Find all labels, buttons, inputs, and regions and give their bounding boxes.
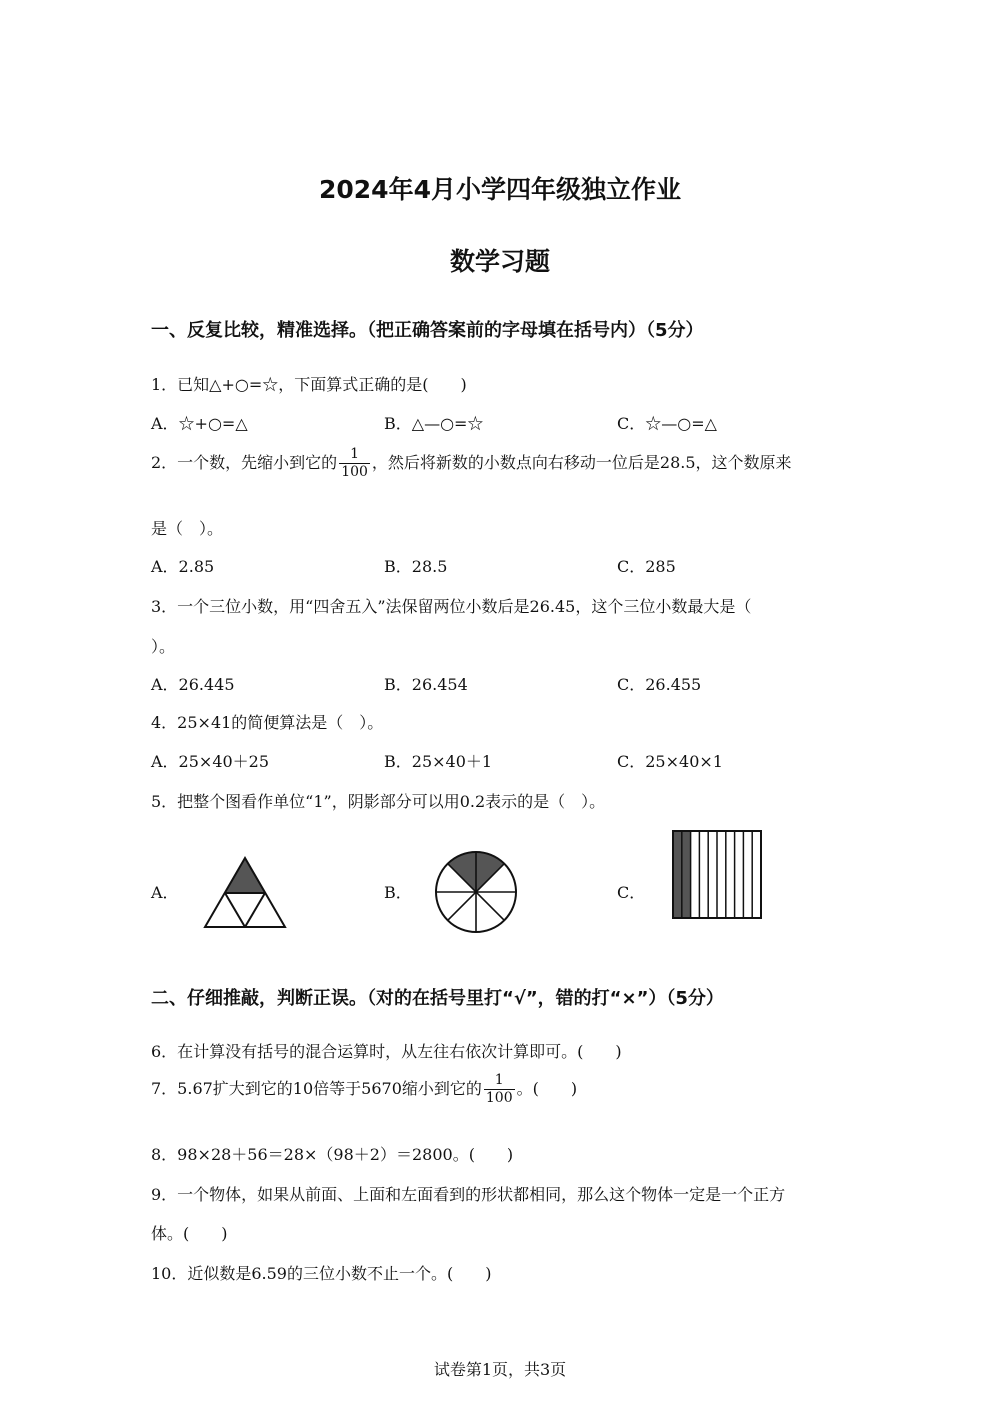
figure-c-rectangle xyxy=(670,828,764,922)
question-2-text-before: 2．一个数，先缩小到它的 xyxy=(151,453,338,472)
question-3-text: 3．一个三位小数，用“四舍五入”法保留两位小数后是26.45，这个三位小数最大是（ xyxy=(151,597,752,616)
question-6-text: 6．在计算没有括号的混合运算时，从左往右依次计算即可。( ) xyxy=(151,1042,622,1061)
question-3-option-b: B．26.454 xyxy=(384,675,468,694)
question-3-option-c: C．26.455 xyxy=(617,675,702,694)
question-4-text: 4．25×41的简便算法是（ ）。 xyxy=(151,713,384,732)
question-5-text: 5．把整个图看作单位“1”，阴影部分可以用0.2表示的是（ ）。 xyxy=(151,792,606,811)
section-1-heading: 一、反复比较，精准选择。（把正确答案前的字母填在括号内）（5分） xyxy=(151,320,704,341)
fraction-denominator: 100 xyxy=(341,464,368,480)
question-9-text-cont: 体。( ) xyxy=(151,1224,228,1243)
question-7-fraction xyxy=(484,1072,515,1107)
question-8-text: 8．98×28＋56＝28×（98＋2）＝2800。( ) xyxy=(151,1145,514,1164)
question-2-option-a: A．2.85 xyxy=(151,557,215,576)
question-2-option-c: C．285 xyxy=(617,557,676,576)
fraction-denominator: 100 xyxy=(485,1090,513,1106)
circle-shaded-sector-2 xyxy=(476,852,504,892)
triangle-shaded-part xyxy=(225,858,265,893)
question-5-option-b: B． xyxy=(384,883,412,902)
question-5-option-a: A． xyxy=(151,883,179,902)
question-7-text-before: 7．5.67扩大到它的10倍等于5670缩小到它的 xyxy=(151,1079,482,1098)
figure-b-circle xyxy=(430,846,522,938)
question-2-text-after: ，然后将新数的小数点向右移动一位后是28.5，这个数原来 xyxy=(371,453,792,472)
question-3-option-a: A．26.445 xyxy=(151,675,235,694)
question-3-text-cont: ）。 xyxy=(151,637,176,656)
section-2-heading: 二、仔细推敲，判断正误。（对的在括号里打“√”，错的打“×”）（5分） xyxy=(151,988,724,1009)
question-1-text: 1．已知△+○=☆，下面算式正确的是( ) xyxy=(151,375,467,394)
question-9-text: 9．一个物体，如果从前面、上面和左面看到的形状都相同，那么这个物体一定是一个正方 xyxy=(151,1185,786,1204)
page-subtitle: 数学习题 xyxy=(449,247,550,276)
question-4-option-a: A．25×40＋25 xyxy=(151,752,270,771)
page-footer: 试卷第1页，共3页 xyxy=(433,1360,567,1379)
question-1-option-a: A．☆+○=△ xyxy=(151,414,248,433)
question-1-option-c: C．☆—○=△ xyxy=(617,414,717,433)
question-4-option-b: B．25×40＋1 xyxy=(384,752,493,771)
fraction-numerator: 1 xyxy=(350,446,360,462)
page-title: 2024年4月小学四年级独立作业 xyxy=(319,175,681,204)
circle-shaded-sector-1 xyxy=(448,852,476,892)
question-10-text: 10．近似数是6.59的三位小数不止一个。( ) xyxy=(151,1264,492,1283)
question-2-text-cont: 是（ ）。 xyxy=(151,519,224,538)
question-1-option-b: B．△—○=☆ xyxy=(384,414,484,433)
question-5-option-c: C． xyxy=(617,883,646,902)
question-2-text xyxy=(151,446,792,481)
question-7-text xyxy=(151,1072,577,1107)
question-2-fraction xyxy=(339,446,370,481)
question-7-text-after: 。( ) xyxy=(516,1079,578,1098)
question-2-option-b: B．28.5 xyxy=(384,557,448,576)
fraction-numerator: 1 xyxy=(494,1072,504,1088)
figure-a-triangle xyxy=(200,855,290,930)
question-4-option-c: C．25×40×1 xyxy=(617,752,723,771)
